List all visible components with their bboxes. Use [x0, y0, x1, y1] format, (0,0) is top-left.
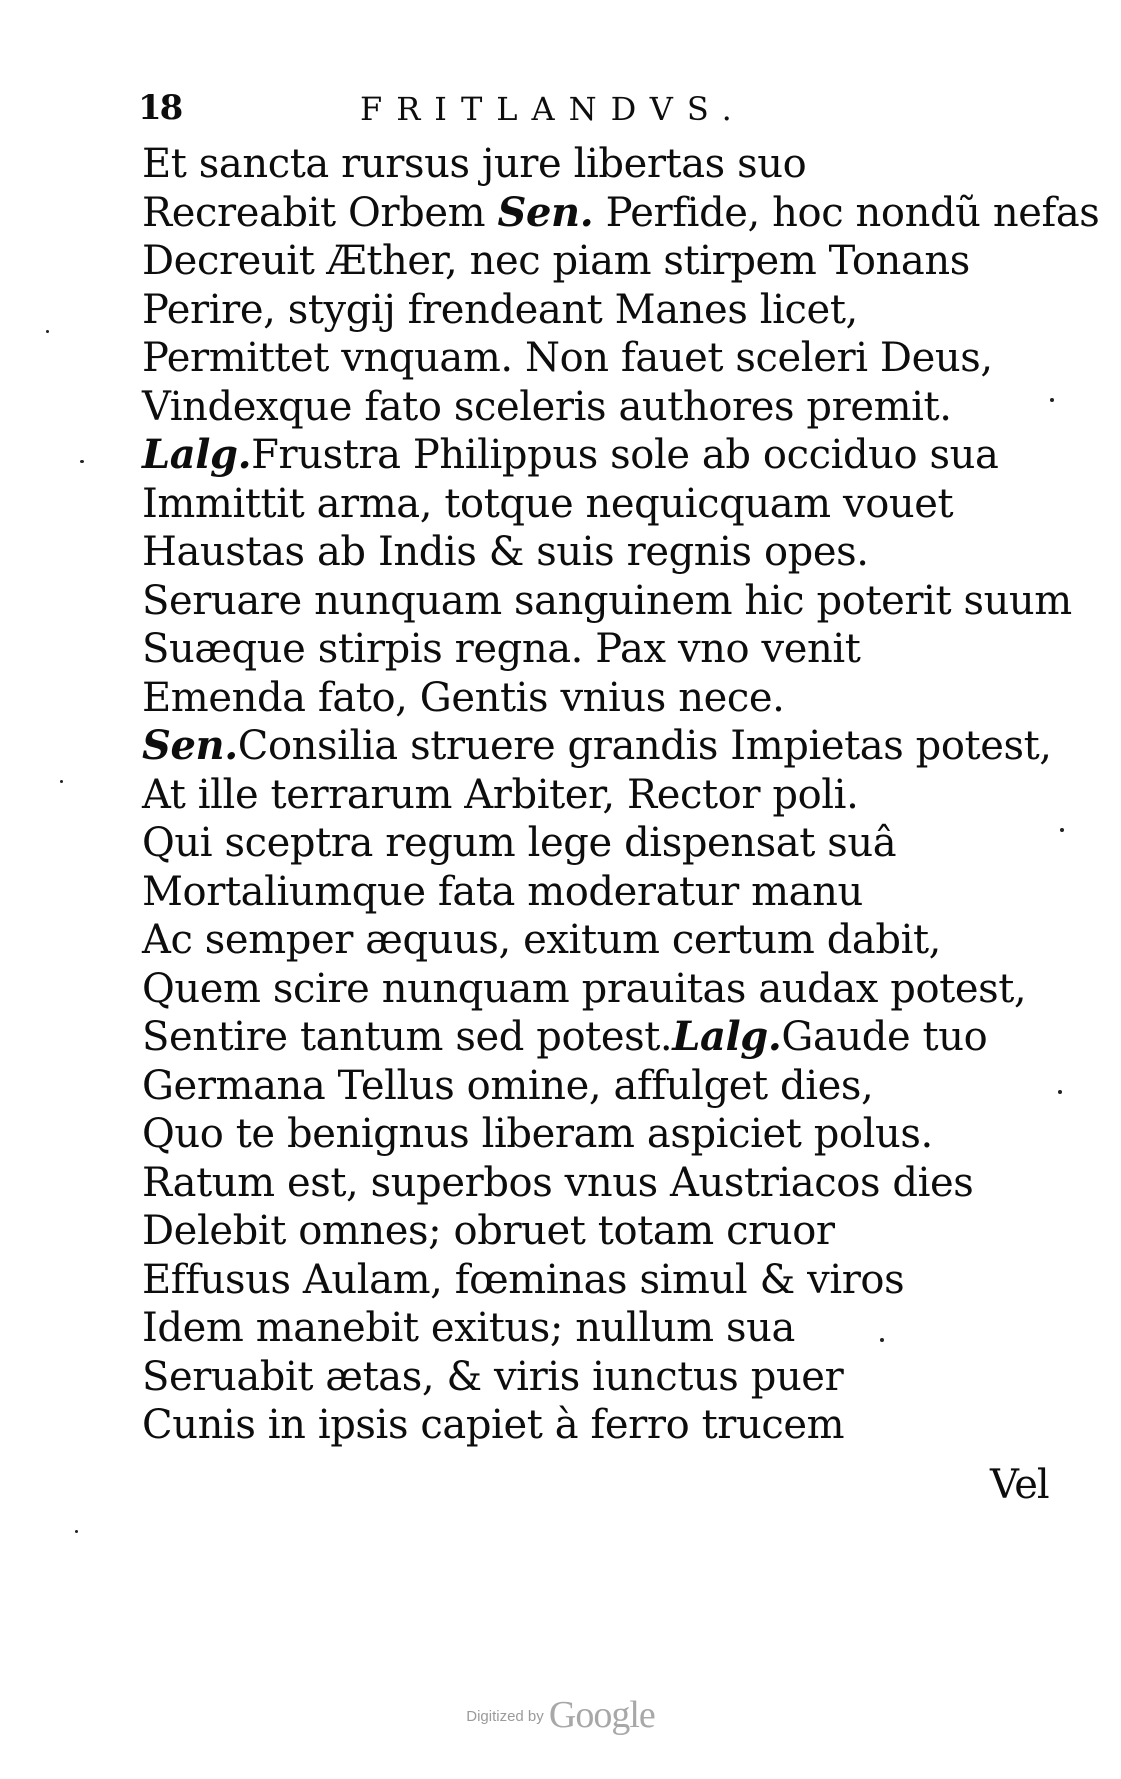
verse-line: Et sancta rursus jure libertas suo: [142, 141, 807, 187]
ink-speck: [880, 1338, 884, 1342]
page-number: 18: [138, 88, 182, 128]
verse-line: Suæque stirpis regna. Pax vno venit: [142, 626, 861, 672]
verse-line: Permittet vnquam. Non fauet sceleri Deus,: [142, 335, 993, 381]
ink-speck: [46, 330, 49, 333]
digitization-footer: [0, 1693, 1121, 1737]
speaker-label: Lalg.: [672, 1013, 782, 1060]
verse-line: Quem scire nunquam prauitas audax potest,: [142, 965, 1027, 1012]
verse-line: Qui sceptra regum lege dispensat suâ: [142, 820, 897, 866]
page-header: [138, 88, 858, 138]
speaker-label: Sen.: [497, 188, 594, 236]
verse-line: Haustas ab Indis & suis regnis opes.: [142, 529, 869, 575]
catchword: Vel: [990, 1462, 1049, 1508]
verse-line: Effusus Aulam, fœminas simul & viros: [142, 1256, 905, 1303]
speaker-label: Sen.: [142, 722, 238, 769]
verse-line: Immittit arma, totque nequicquam vouet: [142, 480, 954, 527]
ink-speck: [80, 460, 84, 463]
ink-speck: [1050, 398, 1054, 402]
verse-line: Mortaliumque fata moderatur manu: [142, 868, 863, 915]
verse-line: Vindexque fato sceleris authores premit.: [142, 383, 952, 430]
verse-line: Quo te benignus liberam aspiciet polus.: [142, 1111, 933, 1157]
verse-line: Germana Tellus omine, affulget dies,: [142, 1062, 874, 1109]
verse-text: [142, 140, 1100, 1450]
ink-speck: [60, 780, 63, 783]
verse-line: Perire, stygij frendeant Manes licet,: [142, 286, 858, 333]
verse-line: Seruare nunquam sanguinem hic poterit suum: [142, 577, 1072, 624]
verse-line: Delebit omnes; obruet totam cruor: [142, 1208, 835, 1254]
digitized-label: Digitized by: [466, 1708, 544, 1725]
verse-line: Ratum est, superbos vnus Austriacos dies: [142, 1159, 974, 1206]
ink-speck: [75, 1530, 78, 1533]
verse-line: At ille terrarum Arbiter, Rector poli.: [142, 771, 859, 818]
verse-line: Decreuit Æther, nec piam stirpem Tonans: [142, 238, 970, 284]
verse-line: Ac semper æquus, exitum certum dabit,: [142, 917, 941, 963]
ink-speck: [1060, 828, 1064, 832]
verse-line: Lalg.Frustra Philippus sole ab occiduo sua: [142, 431, 999, 478]
verse-line: Idem manebit exitus; nullum sua: [142, 1305, 795, 1351]
verse-line: Sentire tantum sed potest.Lalg.Gaude tuo: [142, 1013, 988, 1060]
google-logo: Google: [548, 1694, 655, 1736]
verse-line: Sen.Consilia struere grandis Impietas potest,: [142, 722, 1052, 769]
verse-line: Cunis in ipsis capiet à ferro trucem: [142, 1402, 845, 1448]
ink-speck: [1058, 1090, 1062, 1094]
speaker-label: Lalg.: [142, 431, 252, 478]
verse-line: Seruabit ætas, & viris iunctus puer: [142, 1353, 844, 1400]
verse-line: Emenda fato, Gentis vnius nece.: [142, 674, 785, 721]
verse-line: Recreabit Orbem Sen. Perfide, hoc nondũ nefas: [142, 188, 1100, 236]
running-head: FRITLANDVS.: [360, 90, 746, 128]
